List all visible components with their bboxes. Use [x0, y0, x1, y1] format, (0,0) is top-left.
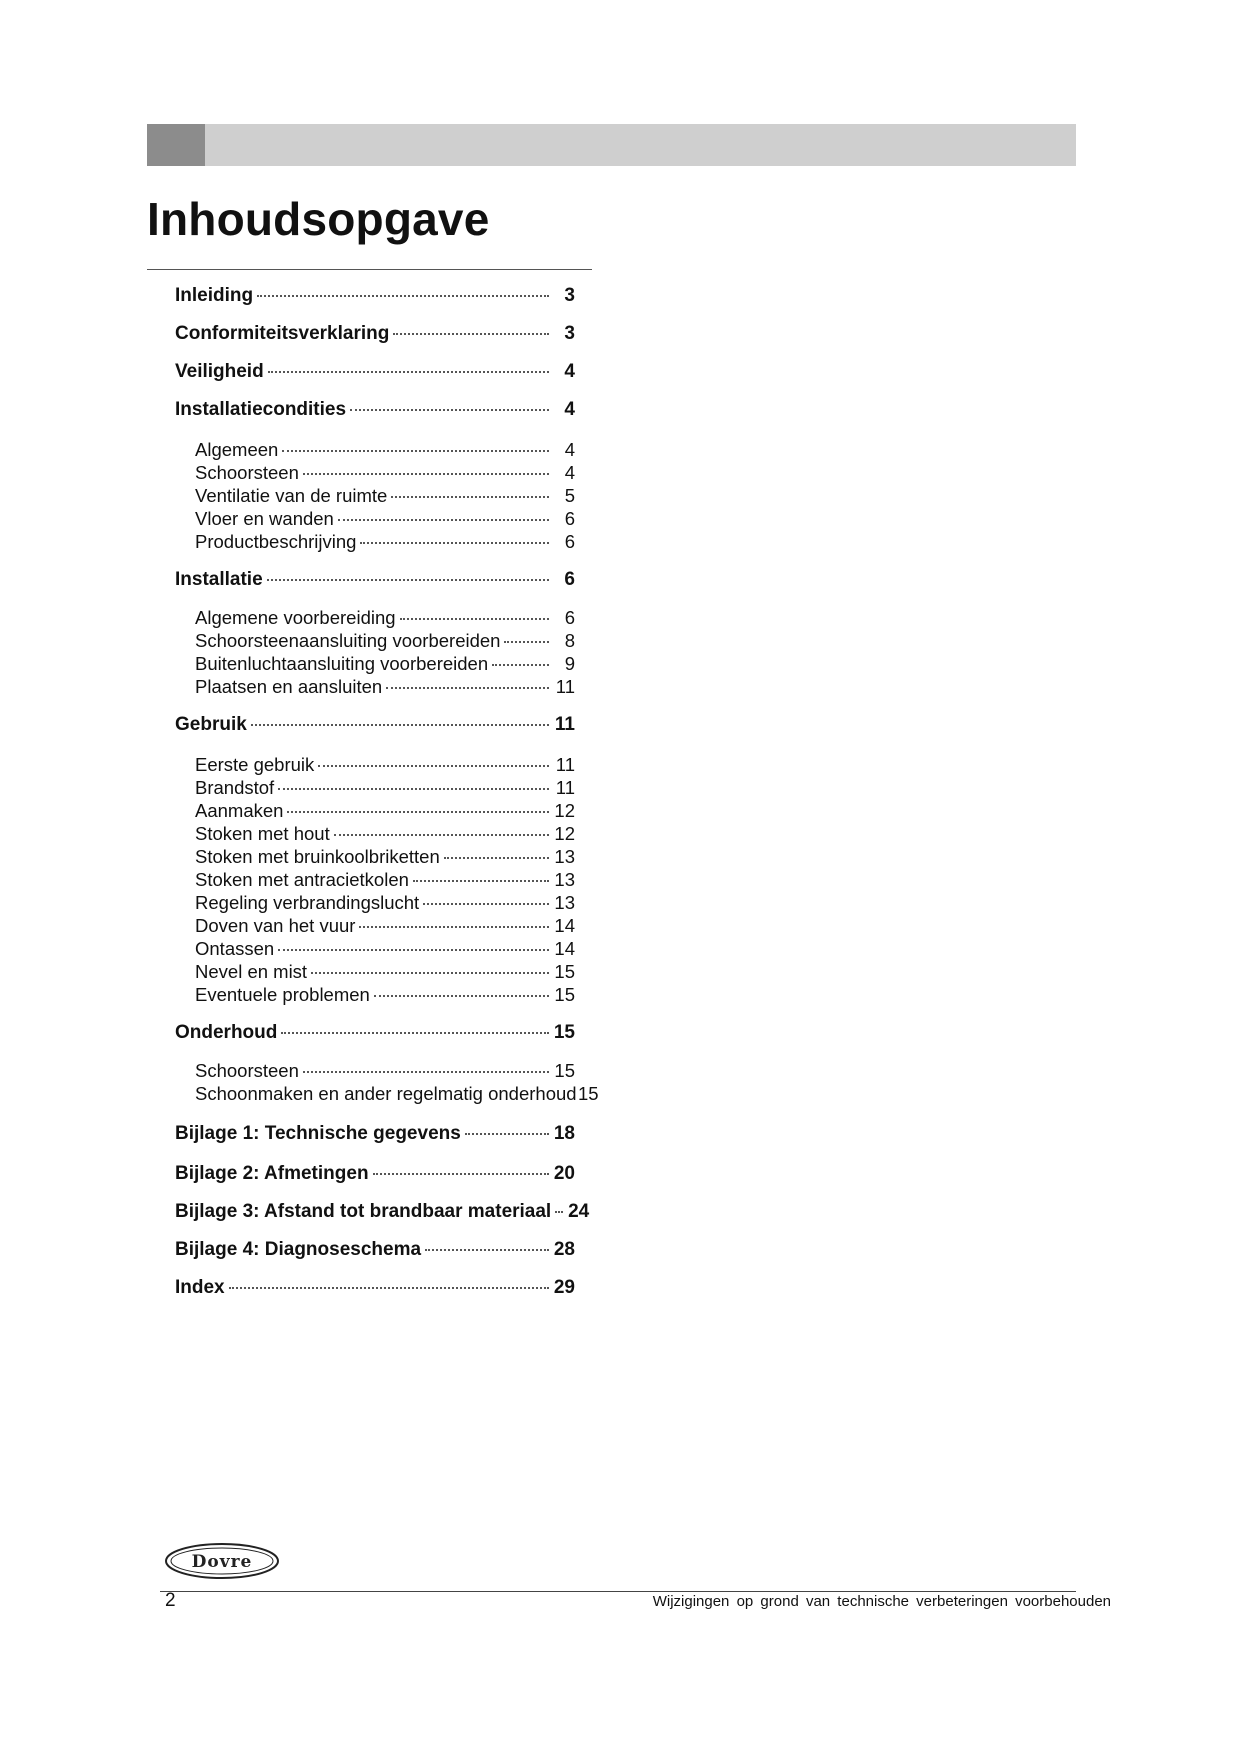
toc-subentry-label: Algemeen [195, 439, 279, 460]
toc-subentry-label: Stoken met bruinkoolbriketten [195, 846, 440, 867]
toc-entry[interactable] [175, 714, 575, 738]
toc-subentry[interactable] [195, 823, 575, 847]
toc-entry-leader [251, 724, 549, 726]
header-band [147, 124, 1076, 166]
toc-entry-leader [281, 1032, 549, 1034]
toc-subentry[interactable] [195, 439, 575, 463]
toc-subentry-page: 8 [564, 630, 575, 651]
toc-subentry-page: 6 [564, 607, 575, 628]
toc-subentry-page: 15 [578, 1083, 599, 1104]
toc-subentry-leader [311, 972, 549, 974]
toc-subentry-leader [282, 450, 549, 452]
toc-subentry-leader [391, 496, 549, 498]
toc-subentry-page: 11 [555, 777, 575, 798]
toc-subentry[interactable] [195, 508, 575, 532]
toc-entry[interactable] [175, 1022, 575, 1046]
toc-subentry-label: Aanmaken [195, 800, 284, 821]
toc-subentry[interactable] [195, 653, 575, 677]
toc-entry-leader [373, 1173, 549, 1175]
toc-entry[interactable] [175, 1201, 590, 1225]
toc-entry-label: Installatiecondities [175, 399, 347, 420]
toc-entry-page: 3 [564, 323, 575, 344]
toc-subentry[interactable] [195, 915, 575, 939]
toc-subentry-label: Schoorsteenaansluiting voorbereiden [195, 630, 501, 651]
title-divider [147, 269, 592, 270]
toc-entry-page: 18 [553, 1123, 575, 1144]
toc-subentry-page: 15 [554, 1060, 575, 1081]
toc-subentry-page: 13 [554, 846, 575, 867]
toc-entry-page: 4 [564, 399, 575, 420]
toc-subentry-label: Algemene voorbereiding [195, 607, 396, 628]
toc-subentry-label: Eventuele problemen [195, 984, 370, 1005]
toc-subentry-leader [318, 765, 549, 767]
toc-subentry[interactable] [195, 777, 575, 801]
toc-subentry-page: 11 [555, 676, 575, 697]
toc-subentry-label: Productbeschrijving [195, 531, 357, 552]
toc-subentry[interactable] [195, 462, 575, 486]
toc-entry-leader [555, 1211, 563, 1213]
toc-subentry-page: 4 [564, 462, 575, 483]
toc-entry-label: Installatie [175, 569, 263, 590]
toc-subentry[interactable] [195, 485, 575, 509]
toc-subentry-label: Schoorsteen [195, 1060, 299, 1081]
toc-subentry[interactable] [195, 1060, 575, 1084]
toc-entry-page: 24 [568, 1201, 590, 1222]
toc-entry[interactable] [175, 285, 575, 309]
toc-entry-leader [229, 1287, 549, 1289]
toc-subentry-leader [386, 687, 549, 689]
toc-subentry-page: 14 [554, 915, 575, 936]
toc-entry-label: Onderhoud [175, 1022, 278, 1043]
toc-entry[interactable] [175, 361, 575, 385]
page-title: Inhoudsopgave [147, 193, 490, 245]
footer-disclaimer: Wijzigingen op grond van technische verbeteringen voorbehouden [652, 1593, 1111, 1610]
toc-subentry-label: Ventilatie van de ruimte [195, 485, 388, 506]
toc-subentry-page: 14 [554, 938, 575, 959]
toc-entry-label: Index [175, 1277, 225, 1298]
toc-subentry-label: Stoken met hout [195, 823, 330, 844]
toc-subentry-leader [423, 903, 549, 905]
toc-subentry-leader [303, 473, 549, 475]
toc-subentry[interactable] [195, 607, 575, 631]
toc-subentry-label: Buitenluchtaansluiting voorbereiden [195, 653, 489, 674]
toc-subentry[interactable] [195, 754, 575, 778]
toc-subentry-page: 6 [564, 508, 575, 529]
toc-entry-label: Conformiteitsverklaring [175, 323, 390, 344]
toc-subentry-leader [334, 834, 549, 836]
toc-entry-page: 29 [553, 1277, 575, 1298]
toc-entry-page: 15 [553, 1022, 575, 1043]
brand-logo [164, 1542, 280, 1580]
toc-entry[interactable] [175, 1277, 575, 1301]
toc-subentry-page: 12 [554, 800, 575, 821]
toc-entry-page: 3 [564, 285, 575, 306]
toc-entry-page: 11 [554, 714, 575, 735]
toc-subentry-label: Schoorsteen [195, 462, 299, 483]
toc-subentry-page: 4 [564, 439, 575, 460]
toc-subentry-label: Schoonmaken en ander regelmatig onderhoud [195, 1083, 577, 1104]
toc-subentry[interactable] [195, 869, 575, 893]
toc-entry-leader [267, 579, 549, 581]
toc-entry-page: 4 [564, 361, 575, 382]
toc-entry-label: Inleiding [175, 285, 254, 306]
toc-subentry-leader [287, 811, 549, 813]
toc-subentry-page: 9 [564, 653, 575, 674]
toc-entry-page: 20 [553, 1163, 575, 1184]
toc-subentry-label: Brandstof [195, 777, 275, 798]
toc-subentry-label: Doven van het vuur [195, 915, 356, 936]
toc-entry-label: Veiligheid [175, 361, 264, 382]
toc-subentry[interactable] [195, 892, 575, 916]
toc-entry[interactable] [175, 399, 575, 423]
toc-entry-page: 6 [564, 569, 575, 590]
toc-subentry-leader [400, 618, 549, 620]
toc-subentry-label: Nevel en mist [195, 961, 308, 982]
toc-subentry-leader [359, 926, 549, 928]
header-band-accent [147, 124, 205, 166]
toc-subentry-leader [374, 995, 549, 997]
toc-subentry-label: Eerste gebruik [195, 754, 315, 775]
toc-subentry[interactable] [195, 984, 575, 1008]
toc-subentry-leader [492, 664, 549, 666]
toc-subentry-page: 11 [555, 754, 575, 775]
toc-subentry-page: 15 [554, 984, 575, 1005]
toc-subentry-page: 13 [554, 892, 575, 913]
toc-entry-leader [257, 295, 549, 297]
toc-entry[interactable] [175, 1123, 575, 1147]
toc-entry-leader [268, 371, 549, 373]
toc-entry-page: 28 [553, 1239, 575, 1260]
toc-subentry-page: 12 [554, 823, 575, 844]
toc-entry[interactable] [175, 1239, 575, 1263]
toc-subentry-page: 6 [564, 531, 575, 552]
toc-subentry[interactable] [195, 1083, 635, 1107]
toc-entry-label: Bijlage 3: Afstand tot brandbaar materiaal [175, 1201, 552, 1222]
toc-subentry-leader [338, 519, 549, 521]
page-number: 2 [165, 1590, 176, 1611]
toc-subentry-leader [444, 857, 549, 859]
toc-entry-label: Bijlage 4: Diagnoseschema [175, 1239, 422, 1260]
footer-divider [160, 1591, 1076, 1592]
toc-subentry[interactable] [195, 800, 575, 824]
toc-subentry-leader [504, 641, 549, 643]
toc-entry-label: Bijlage 1: Technische gegevens [175, 1123, 461, 1144]
toc-subentry-leader [278, 949, 549, 951]
toc-subentry-label: Vloer en wanden [195, 508, 334, 529]
toc-subentry-leader [413, 880, 549, 882]
toc-subentry-page: 15 [554, 961, 575, 982]
toc-subentry[interactable] [195, 630, 575, 654]
toc-entry-leader [393, 333, 549, 335]
toc-entry-leader [465, 1133, 549, 1135]
toc-subentry-label: Stoken met antracietkolen [195, 869, 409, 890]
toc-entry-label: Bijlage 2: Afmetingen [175, 1163, 369, 1184]
toc-subentry[interactable] [195, 676, 575, 700]
toc-subentry-leader [303, 1071, 549, 1073]
toc-subentry-page: 13 [554, 869, 575, 890]
toc-subentry-label: Plaatsen en aansluiten [195, 676, 383, 697]
svg-text:Dovre: Dovre [191, 1552, 253, 1572]
toc-entry[interactable] [175, 323, 575, 347]
toc-entry-leader [350, 409, 549, 411]
toc-subentry-label: Ontassen [195, 938, 275, 959]
toc-entry-label: Gebruik [175, 714, 247, 735]
toc-entry[interactable] [175, 569, 575, 593]
toc-subentry-leader [360, 542, 549, 544]
toc-subentry-label: Regeling verbrandingslucht [195, 892, 420, 913]
toc-subentry[interactable] [195, 938, 575, 962]
toc-subentry[interactable] [195, 531, 575, 555]
toc-subentry-leader [278, 788, 549, 790]
toc-subentry[interactable] [195, 961, 575, 985]
toc-entry-leader [425, 1249, 549, 1251]
toc-entry[interactable] [175, 1163, 575, 1187]
toc-subentry-page: 5 [564, 485, 575, 506]
toc-subentry[interactable] [195, 846, 575, 870]
